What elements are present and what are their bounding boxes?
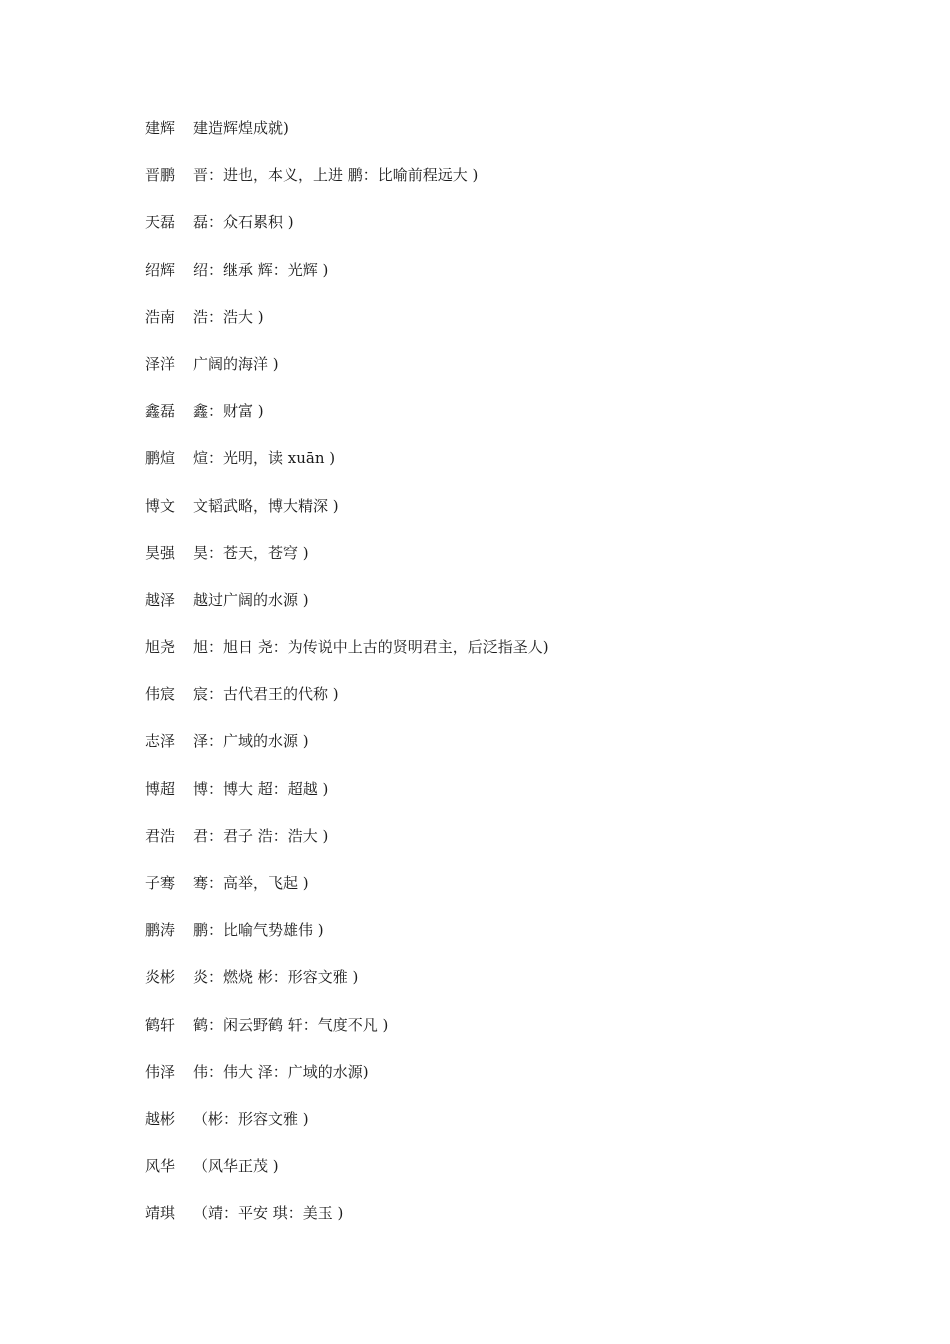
entry-name: 博文 xyxy=(145,496,176,515)
entry-name: 鑫磊 xyxy=(145,402,176,421)
entry-meaning: 博：博大 超：超越 ) xyxy=(193,779,329,798)
entry-meaning: 泽：广域的水源 ) xyxy=(193,732,309,751)
entry-meaning: 鹏：比喻气势雄伟 ) xyxy=(193,921,324,940)
entry-name: 鹏煊 xyxy=(145,449,176,468)
entry-meaning: （靖：平安 琪：美玉 ) xyxy=(193,1204,344,1223)
entry-name: 绍辉 xyxy=(145,260,176,279)
entry-name: 风华 xyxy=(145,1157,176,1176)
entry-meaning: 浩：浩大 ) xyxy=(193,307,264,326)
list-item xyxy=(145,872,845,919)
entry-name: 旭尧 xyxy=(145,638,176,657)
entry-meaning: 文韬武略，博大精深 ) xyxy=(193,496,339,515)
entry-meaning: 磊：众石累积 ) xyxy=(193,213,294,232)
entry-meaning: 昊：苍天，苍穹 ) xyxy=(193,543,309,562)
entry-name: 泽洋 xyxy=(145,354,176,373)
entry-name: 越泽 xyxy=(145,590,176,609)
list-item xyxy=(145,495,845,542)
entry-name: 建辉 xyxy=(145,119,176,137)
list-item xyxy=(145,259,845,306)
entry-meaning: 晋：进也，本义，上进 鹏：比喻前程远大 ) xyxy=(193,166,479,185)
entry-name: 博超 xyxy=(145,779,176,798)
entry-meaning: 旭：旭日 尧：为传说中上古的贤明君主，后泛指圣人) xyxy=(193,638,549,657)
list-item xyxy=(145,1108,845,1155)
entry-meaning: 建造辉煌成就) xyxy=(193,119,289,137)
entry-name: 晋鹏 xyxy=(145,166,176,185)
list-item xyxy=(145,306,845,353)
list-item xyxy=(145,683,845,730)
entry-meaning: 炎：燃烧 彬：形容文雅 ) xyxy=(193,968,359,987)
list-item xyxy=(145,211,845,258)
list-item xyxy=(145,1202,845,1249)
entry-name: 炎彬 xyxy=(145,968,176,987)
list-item xyxy=(145,117,845,164)
list-item xyxy=(145,636,845,683)
entry-name: 靖琪 xyxy=(145,1204,176,1223)
entry-name: 子骞 xyxy=(145,874,176,892)
entry-meaning: （风华正茂 ) xyxy=(193,1157,279,1176)
entry-meaning: 鑫：财富 ) xyxy=(193,402,264,421)
entry-name: 伟泽 xyxy=(145,1062,176,1081)
entry-name: 昊强 xyxy=(145,543,176,562)
entry-name: 浩南 xyxy=(145,307,176,326)
entry-meaning: （彬：形容文雅 ) xyxy=(193,1109,309,1128)
entry-meaning: 宸：古代君王的代称 ) xyxy=(193,685,339,704)
entry-meaning: 绍：继承 辉：光辉 ) xyxy=(193,260,329,279)
entry-meaning: 鹤：闲云野鹤 轩：气度不凡 ) xyxy=(193,1015,389,1034)
list-item xyxy=(145,400,845,447)
entry-name: 伟宸 xyxy=(145,685,176,704)
list-item xyxy=(145,164,845,211)
list-item xyxy=(145,966,845,1013)
list-item xyxy=(145,447,845,494)
list-item xyxy=(145,542,845,589)
list-item xyxy=(145,825,845,872)
entry-meaning: 广阔的海洋 ) xyxy=(193,354,279,373)
entry-meaning: 骞：高举，飞起 ) xyxy=(193,874,309,892)
name-list xyxy=(145,117,845,1250)
entry-name: 鹤轩 xyxy=(145,1015,176,1034)
list-item xyxy=(145,919,845,966)
list-item xyxy=(145,1155,845,1202)
entry-name: 君浩 xyxy=(145,826,176,845)
entry-meaning: 伟：伟大 泽：广域的水源) xyxy=(193,1062,369,1081)
entry-name: 越彬 xyxy=(145,1109,176,1128)
list-item xyxy=(145,778,845,825)
entry-name: 志泽 xyxy=(145,732,176,751)
entry-meaning: 君：君子 浩：浩大 ) xyxy=(193,826,329,845)
entry-name: 鹏涛 xyxy=(145,921,176,940)
entry-meaning: 越过广阔的水源 ) xyxy=(193,590,309,609)
list-item xyxy=(145,1061,845,1108)
list-item xyxy=(145,730,845,777)
entry-meaning: 煊：光明，读 xuān ) xyxy=(193,449,336,468)
list-item xyxy=(145,1014,845,1061)
list-item xyxy=(145,353,845,400)
list-item xyxy=(145,589,845,636)
entry-name: 天磊 xyxy=(145,213,176,232)
